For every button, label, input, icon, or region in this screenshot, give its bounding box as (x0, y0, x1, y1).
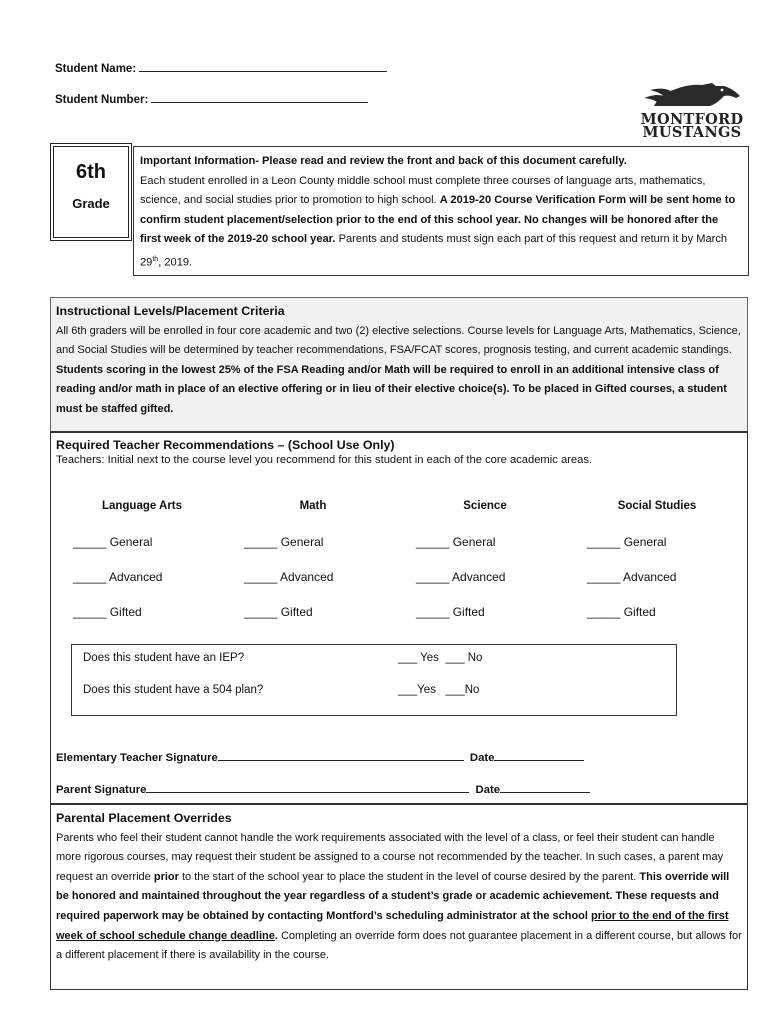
la-general-option[interactable]: _____ General (73, 535, 153, 549)
overrides-deadline: prior to the end of the first week of school schedule change deadline (56, 909, 729, 942)
iep-question: Does this student have an IEP? (83, 652, 245, 664)
student-number-label: Student Number: (55, 94, 149, 106)
plan-504-question: Does this student have a 504 plan? (83, 684, 264, 696)
plan-504-answer[interactable]: ___Yes ___No (398, 684, 480, 696)
important-information-box (133, 146, 749, 276)
recommendations-subtitle: Teachers: Initial next to the course level you recommend for this student in each of the core academic areas. (56, 454, 593, 466)
parent-date-label: Date (475, 784, 501, 796)
teacher-date-label: Date (469, 752, 495, 764)
parent-date-line[interactable] (500, 781, 590, 793)
grade-number: 6th (76, 161, 106, 183)
overrides-bold: This override will be honored and maintained throughout the year regardless of a student’s grade or academic achievement. These requests and required paperwork may be obtained by contacting Montford’s scheduling administrator at the school (56, 870, 730, 922)
overrides-period: . (274, 929, 278, 942)
math-gifted-option[interactable]: _____ Gifted (244, 605, 313, 619)
grade-box (50, 143, 132, 241)
logo-line-1: MONTFORD (640, 111, 744, 128)
parent-signature-field[interactable] (56, 781, 590, 796)
teacher-signature-field[interactable] (56, 749, 584, 764)
column-social-studies: Social Studies (617, 500, 697, 512)
overrides-text-2: to the start of the school year to place the student in the level of course desired by the parent. (181, 870, 637, 883)
ss-gifted-option[interactable]: _____ Gifted (587, 605, 656, 619)
column-language-arts: Language Arts (101, 500, 183, 512)
logo-line-2: MUSTANGS (642, 124, 742, 141)
student-name-field[interactable] (55, 60, 387, 75)
iep-answer[interactable]: ___ Yes ___ No (398, 652, 483, 664)
la-gifted-option[interactable]: _____ Gifted (73, 605, 142, 619)
science-gifted-option[interactable]: _____ Gifted (416, 605, 485, 619)
teacher-signature-label: Elementary Teacher Signature (56, 752, 218, 764)
math-general-option[interactable]: _____ General (244, 535, 324, 549)
important-bold: A 2019-20 Course Verification Form will be sent home to confirm student placement/selection prior to the end of this school year. No changes will be honored after the first week of the 2019-20 school year. (140, 194, 736, 246)
parental-overrides-section (50, 804, 748, 990)
math-advanced-option[interactable]: _____ Advanced (244, 570, 334, 584)
science-advanced-option[interactable]: _____ Advanced (416, 570, 506, 584)
important-text-2: Parents and students must sign each part of this request and return it by March 29 (140, 233, 728, 269)
criteria-title: Instructional Levels/Placement Criteria (56, 304, 285, 318)
student-number-field[interactable] (55, 91, 368, 106)
important-title: Important Information- Please read and review the front and back of this document carefully. (140, 155, 627, 167)
criteria-bold: Students scoring in the lowest 25% of the FSA Reading and/or Math will be required to enroll in an additional intensive class of reading and/or math in place of an elective offering or in lieu of their elective choice(s). To be placed in Gifted courses, a student must be staffed gifted. (56, 363, 727, 415)
column-math: Math (299, 500, 327, 512)
criteria-text: All 6th graders will be enrolled in four core academic and two (2) elective selections. Course levels for Language Arts, Mathematics, Science, and Social Studies will be determined by teacher recommendations, FSA/FCAT scores, prognosis testing, and current academic standings. (56, 324, 741, 356)
overrides-title: Parental Placement Overrides (56, 811, 232, 825)
grade-label: Grade (72, 196, 110, 211)
overrides-text-1: Parents who feel their student cannot handle the work requirements associated with the level of a class, or feel their student can handle more rigorous courses, may request their student be assigned to a course not recommended by the teacher. In such cases, a parent may request an override (56, 831, 724, 883)
teacher-date-line[interactable] (494, 749, 584, 761)
la-advanced-option[interactable]: _____ Advanced (73, 570, 163, 584)
important-sup: th (152, 255, 159, 263)
overrides-prior: prior (153, 870, 179, 883)
student-name-label: Student Name: (55, 63, 137, 75)
student-number-line[interactable] (151, 91, 368, 103)
ss-general-option[interactable]: _____ General (587, 535, 667, 549)
mustang-head-icon (636, 80, 748, 108)
student-name-line[interactable] (139, 60, 387, 72)
montford-mustangs-logo (636, 80, 748, 141)
parent-signature-label: Parent Signature (56, 784, 147, 796)
important-text-1: Each student enrolled in a Leon County middle school must complete three courses of language arts, mathematics, science, and social studies prior to promotion to high school. (140, 174, 706, 207)
recommendations-title: Required Teacher Recommendations – (School Use Only) (56, 438, 395, 452)
teacher-signature-line[interactable] (218, 749, 464, 761)
parent-signature-line[interactable] (146, 781, 469, 793)
placement-criteria-section (50, 297, 748, 432)
ss-advanced-option[interactable]: _____ Advanced (587, 570, 677, 584)
science-general-option[interactable]: _____ General (416, 535, 496, 549)
column-science: Science (463, 500, 507, 512)
important-text-2-end: , 2019. (158, 256, 193, 269)
overrides-text-3: Completing an override form does not guarantee placement in a different course, but allows for a different placement if there is availability in the course. (56, 929, 742, 962)
